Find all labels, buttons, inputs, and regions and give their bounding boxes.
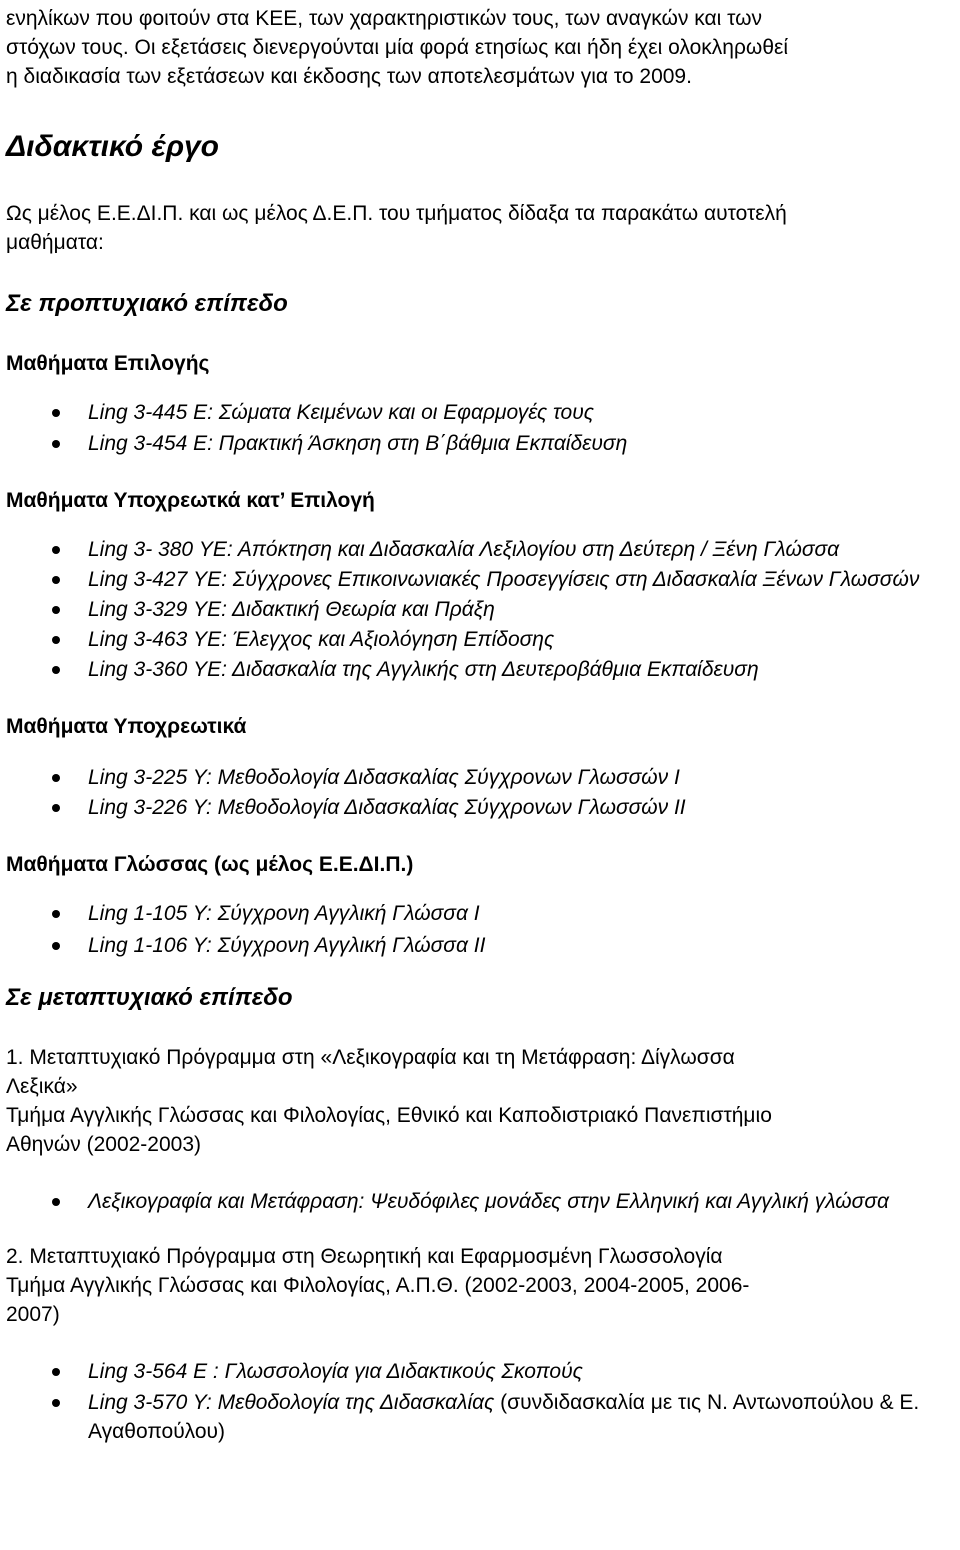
course-item-note: (συνδιδασκαλία με τις Ν. Αντωνοπούλου & Ε. Αγαθοπούλου) — [88, 1391, 920, 1443]
course-item: Ling 3-226 Y: Μεθοδολογία Διδασκαλίας Σύγχρονων Γλωσσών II — [6, 793, 954, 822]
course-item: Ling 3-454 E: Πρακτική Άσκηση στη Β΄βάθμια Εκπαίδευση — [6, 429, 954, 458]
program-1-course-list — [6, 1187, 954, 1216]
document-page — [6, 0, 954, 1446]
course-list-compulsory-elective — [6, 535, 954, 684]
course-item: Λεξικογραφία και Μετάφραση: Ψευδόφιλες μονάδες στην Ελληνική και Αγγλική γλώσσα — [6, 1187, 954, 1216]
course-item — [6, 1388, 954, 1446]
course-item: Ling 3-427 ΥΕ: Σύγχρονες Επικοινωνιακές Προσεγγίσεις στη Διδασκαλία Ξένων Γλωσσών — [6, 565, 954, 594]
teaching-title: Διδακτικό έργο — [6, 130, 219, 163]
category-heading-language: Μαθήματα Γλώσσας (ως μέλος Ε.Ε.ΔΙ.Π.) — [6, 853, 414, 876]
course-list-language — [6, 899, 954, 960]
program-dept-line-1: Τμήμα Αγγλικής Γλώσσας και Φιλολογίας, Εθνικό και Καποδιστριακό Πανεπιστήμιο — [6, 1104, 772, 1127]
program-name-line-1: Μεταπτυχιακό Πρόγραμμα στη «Λεξικογραφία και τη Μετάφραση: Δίγλωσσα — [29, 1046, 735, 1069]
category-heading-compulsory: Μαθήματα Υποχρεωτικά — [6, 715, 247, 738]
program-dept-line-2: Αθηνών (2002-2003) — [6, 1133, 202, 1156]
program-2-course-list — [6, 1357, 954, 1446]
teaching-intro-line-2: μαθήματα: — [6, 231, 104, 254]
intro-line-3: η διαδικασία των εξετάσεων και έκδοσης των αποτελεσμάτων για το 2009. — [6, 65, 692, 88]
intro-line-1: ενηλίκων που φοιτούν στα ΚΕΕ, των χαρακτηριστικών τους, των αναγκών και των — [6, 7, 763, 30]
course-item: Ling 3-463 ΥΕ: Έλεγχος και Αξιολόγηση Επίδοσης — [6, 625, 954, 654]
course-item: Ling 1-105 Y: Σύγχρονη Αγγλική Γλώσσα I — [6, 899, 954, 928]
postgrad-title: Σε μεταπτυχιακό επίπεδο — [6, 984, 293, 1011]
program-name-line-2: Λεξικά» — [6, 1075, 78, 1098]
program-number: 2. — [6, 1245, 24, 1268]
course-list-compulsory — [6, 763, 954, 822]
undergrad-title: Σε προπτυχιακό επίπεδο — [6, 290, 288, 317]
teaching-intro-line-1: Ως μέλος Ε.Ε.ΔΙ.Π. και ως μέλος Δ.Ε.Π. του τμήματος δίδαξα τα παρακάτω αυτοτελή — [6, 202, 787, 225]
course-item: Ling 3-360 ΥΕ: Διδασκαλία της Αγγλικής στη Δευτεροβάθμια Εκπαίδευση — [6, 655, 954, 684]
intro-paragraph — [6, 4, 954, 91]
teaching-intro — [6, 199, 954, 257]
course-item: Ling 3-445 E: Σώματα Κειμένων και οι Εφαρμογές τους — [6, 398, 954, 427]
course-item: Ling 3-225 Y: Μεθοδολογία Διδασκαλίας Σύγχρονων Γλωσσών I — [6, 763, 954, 792]
program-2 — [6, 1242, 954, 1329]
course-item: Ling 3-329 ΥΕ: Διδακτική Θεωρία και Πράξη — [6, 595, 954, 624]
program-number: 1. — [6, 1046, 24, 1069]
category-heading-compulsory-elective: Μαθήματα Υποχρεωτκά κατ’ Επιλογή — [6, 489, 375, 512]
intro-line-2: στόχων τους. Οι εξετάσεις διενεργούνται μία φορά ετησίως και ήδη έχει ολοκληρωθεί — [6, 36, 789, 59]
program-1 — [6, 1043, 954, 1159]
category-heading-elective: Μαθήματα Επιλογής — [6, 352, 210, 375]
course-item: Ling 3- 380 ΥΕ: Απόκτηση και Διδασκαλία Λεξιλογίου στη Δεύτερη / Ξένη Γλώσσα — [6, 535, 954, 564]
course-item: Ling 3-564 E : Γλωσσολογία για Διδακτικούς Σκοπούς — [6, 1357, 954, 1386]
course-item-title: Ling 3-570 Y: Μεθοδολογία της Διδασκαλίας — [88, 1391, 495, 1414]
program-dept-line-2: 2007) — [6, 1303, 60, 1326]
program-dept-line-1: Τμήμα Αγγλικής Γλώσσας και Φιλολογίας, Α.Π.Θ. (2002-2003, 2004-2005, 2006- — [6, 1274, 750, 1297]
program-name-line-1: Μεταπτυχιακό Πρόγραμμα στη Θεωρητική και Εφαρμοσμένη Γλωσσολογία — [29, 1245, 723, 1268]
course-list-elective — [6, 398, 954, 458]
course-item: Ling 1-106 Y: Σύγχρονη Αγγλική Γλώσσα II — [6, 931, 954, 960]
